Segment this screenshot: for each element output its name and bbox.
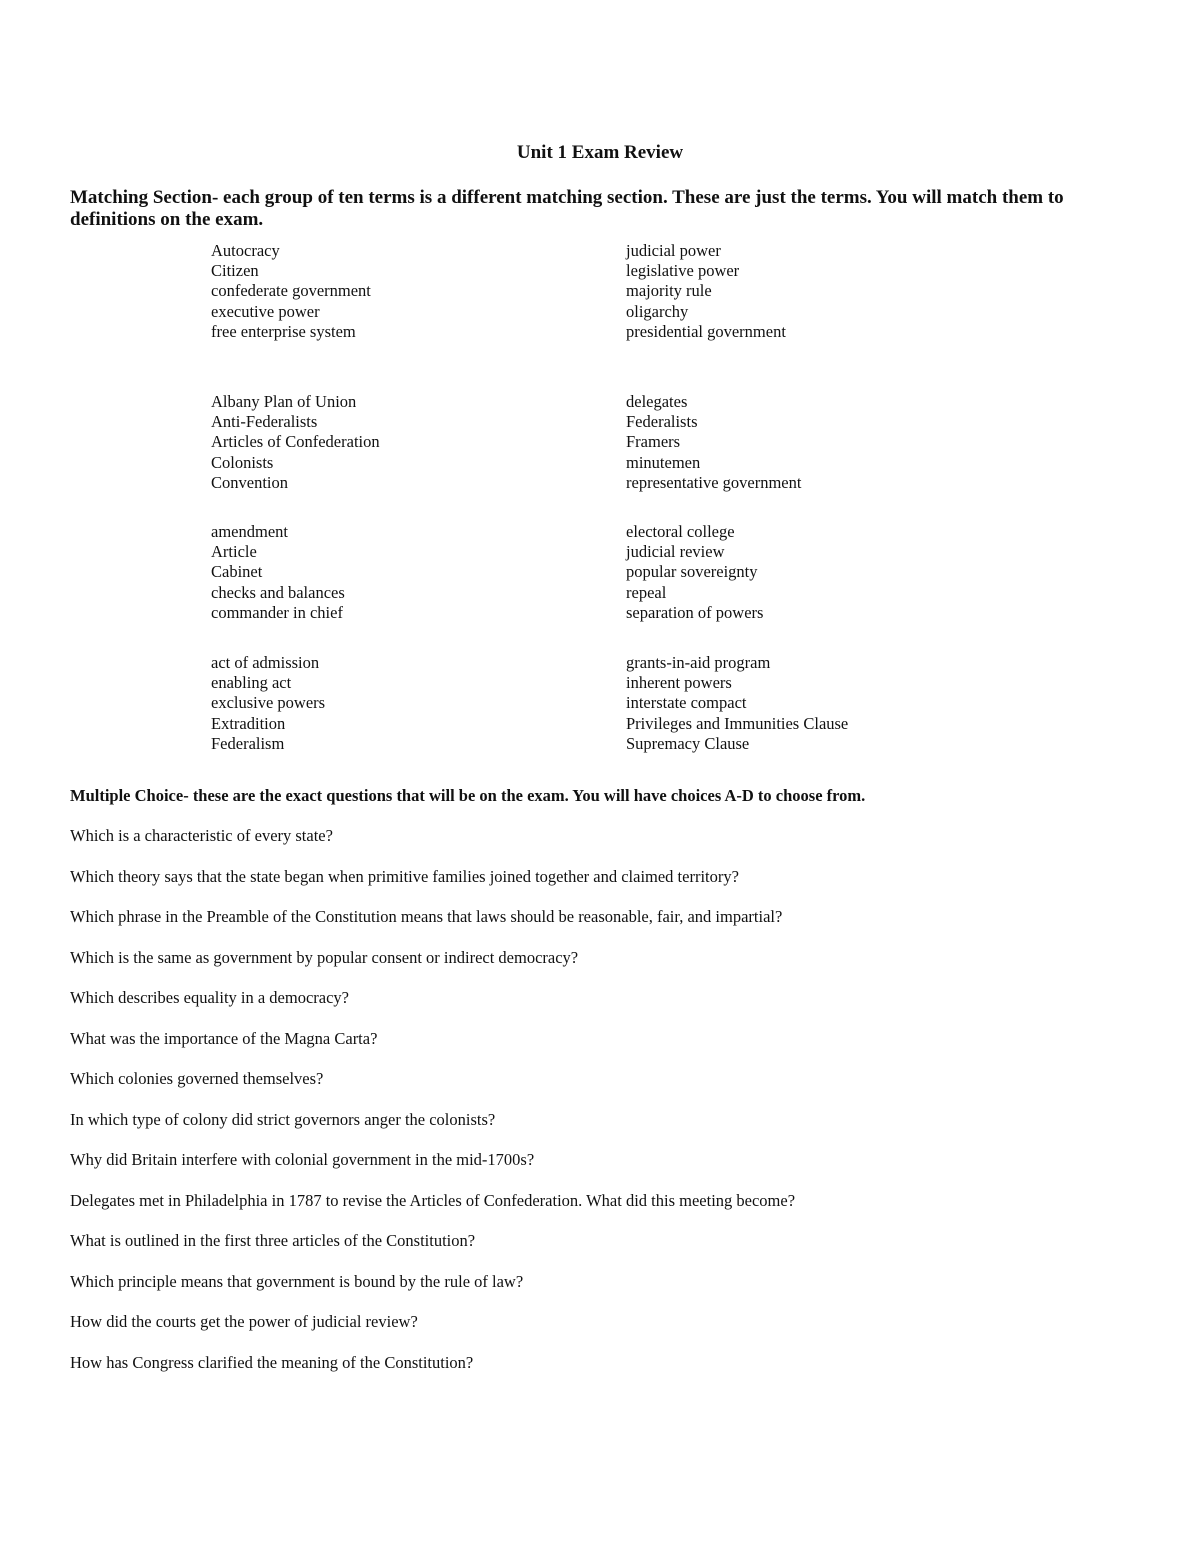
term: inherent powers bbox=[626, 673, 732, 693]
term: Privileges and Immunities Clause bbox=[626, 713, 849, 733]
term: Articles of Confederation bbox=[211, 432, 380, 452]
question: Which phrase in the Preamble of the Constitution means that laws should be reasonable, fair, and impartial? bbox=[70, 907, 783, 926]
term: Federalists bbox=[626, 412, 698, 432]
question: Delegates met in Philadelphia in 1787 to revise the Articles of Confederation. What did this meeting become? bbox=[70, 1190, 796, 1210]
term: Framers bbox=[626, 432, 681, 452]
term: representative government bbox=[626, 472, 802, 492]
term: judicial review bbox=[626, 542, 725, 562]
term: minutemen bbox=[626, 452, 701, 472]
term: grants-in-aid program bbox=[626, 653, 771, 672]
term: Cabinet bbox=[211, 562, 263, 582]
term: enabling act bbox=[211, 673, 292, 693]
question: Which colonies governed themselves? bbox=[70, 1069, 324, 1088]
term-column-right bbox=[626, 522, 763, 623]
term: confederate government bbox=[211, 281, 371, 301]
term: presidential government bbox=[626, 321, 786, 341]
question: Which is a characteristic of every state? bbox=[70, 826, 333, 845]
term: Article bbox=[211, 542, 257, 562]
term-column-left bbox=[211, 653, 325, 754]
question: Which theory says that the state began when primitive families joined together and claimed territory? bbox=[70, 866, 739, 886]
term: Colonists bbox=[211, 452, 274, 472]
term: judicial power bbox=[626, 241, 721, 260]
term: interstate compact bbox=[626, 693, 747, 713]
question: What was the importance of the Magna Carta? bbox=[70, 1028, 378, 1048]
term: legislative power bbox=[626, 261, 740, 281]
term-column-right bbox=[626, 653, 848, 754]
term-column-left bbox=[211, 392, 380, 493]
matching-section-heading: Matching Section- each group of ten terms is a different matching section. These are just the terms. You will match them to definitions on the exam. bbox=[70, 187, 1064, 230]
page-title: Unit 1 Exam Review bbox=[516, 142, 684, 163]
term: separation of powers bbox=[626, 602, 764, 622]
term: delegates bbox=[626, 392, 688, 411]
question: In which type of colony did strict governors anger the colonists? bbox=[70, 1109, 496, 1129]
term: act of admission bbox=[211, 653, 320, 672]
term: Anti-Federalists bbox=[211, 412, 318, 432]
term: Convention bbox=[211, 472, 288, 492]
question: How has Congress clarified the meaning of the Constitution? bbox=[70, 1352, 474, 1372]
term: free enterprise system bbox=[211, 321, 356, 341]
term: Federalism bbox=[211, 733, 285, 753]
term: majority rule bbox=[626, 281, 712, 301]
term: executive power bbox=[211, 301, 320, 321]
term: oligarchy bbox=[626, 301, 689, 321]
question: Which principle means that government is bound by the rule of law? bbox=[70, 1271, 524, 1291]
term: Albany Plan of Union bbox=[211, 392, 357, 411]
term: amendment bbox=[211, 522, 288, 541]
term: exclusive powers bbox=[211, 693, 326, 713]
term: commander in chief bbox=[211, 602, 343, 622]
term-column-left bbox=[211, 241, 371, 342]
multiple-choice-heading: Multiple Choice- these are the exact questions that will be on the exam. You will have choices A-D to choose from. bbox=[70, 786, 866, 805]
term: popular sovereignty bbox=[626, 562, 758, 582]
term: Extradition bbox=[211, 713, 286, 733]
term: Autocracy bbox=[211, 241, 280, 260]
question: What is outlined in the first three articles of the Constitution? bbox=[70, 1231, 476, 1250]
term-column-right bbox=[626, 241, 786, 342]
question: How did the courts get the power of judicial review? bbox=[70, 1312, 418, 1331]
question: Why did Britain interfere with colonial government in the mid-1700s? bbox=[70, 1150, 535, 1169]
term: electoral college bbox=[626, 522, 735, 541]
term: Supremacy Clause bbox=[626, 733, 750, 753]
question: Which describes equality in a democracy? bbox=[70, 988, 350, 1007]
term-column-left bbox=[211, 522, 345, 623]
question: Which is the same as government by popular consent or indirect democracy? bbox=[70, 947, 579, 967]
term: repeal bbox=[626, 582, 667, 602]
term: Citizen bbox=[211, 261, 259, 281]
term-column-right bbox=[626, 392, 801, 493]
question-list bbox=[70, 826, 1170, 1393]
term: checks and balances bbox=[211, 582, 345, 602]
